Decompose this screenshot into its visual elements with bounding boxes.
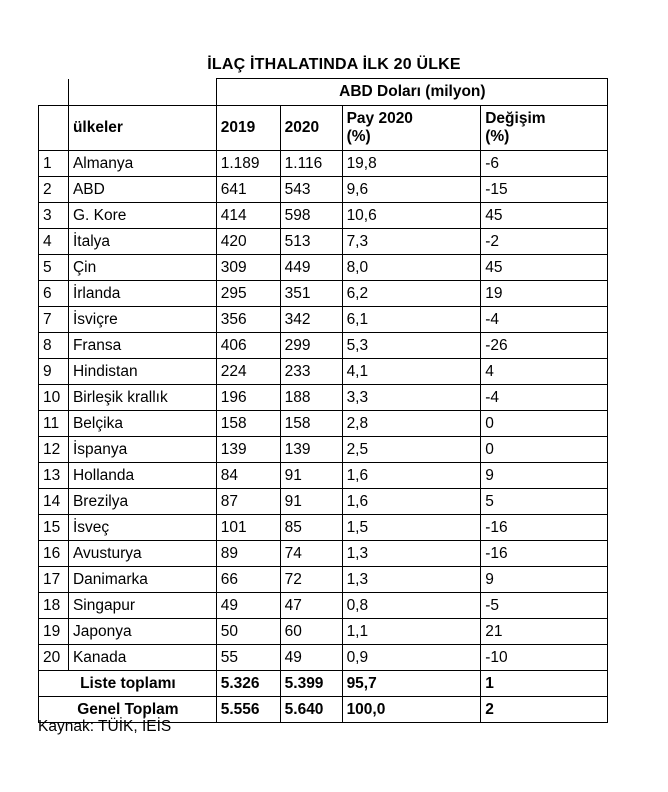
change-cell: -15: [481, 177, 608, 203]
table-row: [39, 177, 608, 203]
total-change-cell: 2: [481, 697, 608, 723]
value-2019-cell: 50: [216, 619, 280, 645]
country-cell: İsveç: [68, 515, 216, 541]
value-2020-cell: 47: [280, 593, 342, 619]
rank-cell: 17: [39, 567, 69, 593]
change-cell: -16: [481, 541, 608, 567]
rank-cell: 5: [39, 255, 69, 281]
share-cell: 19,8: [342, 151, 481, 177]
change-cell: 5: [481, 489, 608, 515]
header-2019: 2019: [216, 106, 280, 151]
country-cell: Danimarka: [68, 567, 216, 593]
country-cell: G. Kore: [68, 203, 216, 229]
value-2019-cell: 55: [216, 645, 280, 671]
rank-cell: 3: [39, 203, 69, 229]
header-2020: 2020: [280, 106, 342, 151]
change-cell: -26: [481, 333, 608, 359]
share-cell: 1,1: [342, 619, 481, 645]
rank-cell: 1: [39, 151, 69, 177]
value-2019-cell: 139: [216, 437, 280, 463]
change-cell: 0: [481, 437, 608, 463]
rank-cell: 10: [39, 385, 69, 411]
rank-cell: 15: [39, 515, 69, 541]
change-cell: -16: [481, 515, 608, 541]
header-share-line2: (%): [346, 128, 371, 145]
source-note: Kaynak: TÜİK, İEİS: [38, 718, 172, 735]
value-2019-cell: 224: [216, 359, 280, 385]
change-cell: 4: [481, 359, 608, 385]
rank-cell: 4: [39, 229, 69, 255]
country-cell: Çin: [68, 255, 216, 281]
total-label-cell: Liste toplamı: [39, 671, 217, 697]
share-cell: 2,5: [342, 437, 481, 463]
table-row: [39, 437, 608, 463]
country-cell: İrlanda: [68, 281, 216, 307]
share-cell: 7,3: [342, 229, 481, 255]
value-2019-cell: 641: [216, 177, 280, 203]
value-2020-cell: 1.116: [280, 151, 342, 177]
value-2019-cell: 356: [216, 307, 280, 333]
value-2020-cell: 49: [280, 645, 342, 671]
table-row: [39, 229, 608, 255]
share-cell: 8,0: [342, 255, 481, 281]
change-cell: 9: [481, 567, 608, 593]
country-cell: ABD: [68, 177, 216, 203]
share-cell: 1,3: [342, 567, 481, 593]
change-cell: -2: [481, 229, 608, 255]
import-table: [38, 78, 608, 723]
share-cell: 1,6: [342, 463, 481, 489]
value-2019-cell: 66: [216, 567, 280, 593]
country-cell: Singapur: [68, 593, 216, 619]
share-cell: 1,3: [342, 541, 481, 567]
share-cell: 10,6: [342, 203, 481, 229]
header-change-line1: Değişim: [485, 110, 546, 127]
rank-cell: 8: [39, 333, 69, 359]
change-cell: -10: [481, 645, 608, 671]
share-cell: 3,3: [342, 385, 481, 411]
value-2019-cell: 196: [216, 385, 280, 411]
table-row: [39, 411, 608, 437]
value-2019-cell: 87: [216, 489, 280, 515]
value-2020-cell: 299: [280, 333, 342, 359]
rank-cell: 2: [39, 177, 69, 203]
table-row: [39, 281, 608, 307]
change-cell: 19: [481, 281, 608, 307]
change-cell: 21: [481, 619, 608, 645]
total-row: [39, 671, 608, 697]
header-row-columns: [39, 106, 608, 151]
rank-cell: 6: [39, 281, 69, 307]
value-2020-cell: 74: [280, 541, 342, 567]
rank-cell: 13: [39, 463, 69, 489]
value-2020-cell: 158: [280, 411, 342, 437]
country-cell: Japonya: [68, 619, 216, 645]
share-cell: 6,1: [342, 307, 481, 333]
country-cell: İtalya: [68, 229, 216, 255]
country-cell: Hollanda: [68, 463, 216, 489]
value-2020-cell: 91: [280, 489, 342, 515]
table-row: [39, 359, 608, 385]
total-share-cell: 100,0: [342, 697, 481, 723]
header-share: [342, 106, 481, 151]
value-2019-cell: 406: [216, 333, 280, 359]
value-2020-cell: 598: [280, 203, 342, 229]
change-cell: -5: [481, 593, 608, 619]
table-title: İLAÇ İTHALATINDA İLK 20 ÜLKE: [207, 56, 461, 73]
value-2019-cell: 49: [216, 593, 280, 619]
table-row: [39, 203, 608, 229]
value-2020-cell: 139: [280, 437, 342, 463]
change-cell: 0: [481, 411, 608, 437]
country-cell: Kanada: [68, 645, 216, 671]
total-2020-cell: 5.399: [280, 671, 342, 697]
total-change-cell: 1: [481, 671, 608, 697]
country-cell: Almanya: [68, 151, 216, 177]
value-2019-cell: 1.189: [216, 151, 280, 177]
value-2019-cell: 295: [216, 281, 280, 307]
table-row: [39, 619, 608, 645]
rank-cell: 12: [39, 437, 69, 463]
value-2019-cell: 414: [216, 203, 280, 229]
country-cell: Avusturya: [68, 541, 216, 567]
country-cell: Brezilya: [68, 489, 216, 515]
share-cell: 0,8: [342, 593, 481, 619]
table-row: [39, 645, 608, 671]
table-row: [39, 593, 608, 619]
total-label-cell: Genel Toplam: [39, 697, 217, 723]
table-row: [39, 307, 608, 333]
header-country: ülkeler: [68, 106, 216, 151]
change-cell: 45: [481, 255, 608, 281]
share-cell: 4,1: [342, 359, 481, 385]
header-change-line2: (%): [485, 128, 510, 145]
value-2020-cell: 233: [280, 359, 342, 385]
change-cell: -4: [481, 307, 608, 333]
country-cell: Fransa: [68, 333, 216, 359]
rank-cell: 20: [39, 645, 69, 671]
value-2020-cell: 91: [280, 463, 342, 489]
header-rank-cell: [39, 106, 69, 151]
rank-cell: 11: [39, 411, 69, 437]
value-2020-cell: 188: [280, 385, 342, 411]
rank-cell: 19: [39, 619, 69, 645]
table-body: [39, 79, 608, 723]
value-2019-cell: 101: [216, 515, 280, 541]
table-row: [39, 567, 608, 593]
currency-group-header: ABD Doları (milyon): [216, 79, 607, 106]
change-cell: -6: [481, 151, 608, 177]
value-2020-cell: 513: [280, 229, 342, 255]
change-cell: 9: [481, 463, 608, 489]
value-2020-cell: 60: [280, 619, 342, 645]
share-cell: 5,3: [342, 333, 481, 359]
country-cell: Birleşik krallık: [68, 385, 216, 411]
total-2019-cell: 5.556: [216, 697, 280, 723]
rank-cell: 7: [39, 307, 69, 333]
header-change: [481, 106, 608, 151]
table-row: [39, 255, 608, 281]
rank-cell: 14: [39, 489, 69, 515]
table-row: [39, 151, 608, 177]
rank-cell: 9: [39, 359, 69, 385]
share-cell: 0,9: [342, 645, 481, 671]
value-2019-cell: 89: [216, 541, 280, 567]
value-2020-cell: 342: [280, 307, 342, 333]
value-2020-cell: 543: [280, 177, 342, 203]
country-cell: Belçika: [68, 411, 216, 437]
total-share-cell: 95,7: [342, 671, 481, 697]
header-row-currency: [39, 79, 608, 106]
value-2019-cell: 158: [216, 411, 280, 437]
country-cell: İspanya: [68, 437, 216, 463]
share-cell: 1,5: [342, 515, 481, 541]
table-row: [39, 515, 608, 541]
total-2020-cell: 5.640: [280, 697, 342, 723]
value-2020-cell: 449: [280, 255, 342, 281]
country-cell: Hindistan: [68, 359, 216, 385]
header-share-line1: Pay 2020: [346, 110, 413, 127]
share-cell: 6,2: [342, 281, 481, 307]
table-row: [39, 333, 608, 359]
value-2019-cell: 84: [216, 463, 280, 489]
table-row: [39, 489, 608, 515]
header-empty-cell: [39, 79, 69, 106]
table-row: [39, 385, 608, 411]
share-cell: 2,8: [342, 411, 481, 437]
share-cell: 9,6: [342, 177, 481, 203]
value-2020-cell: 85: [280, 515, 342, 541]
table-row: [39, 463, 608, 489]
table-row: [39, 541, 608, 567]
value-2020-cell: 351: [280, 281, 342, 307]
value-2020-cell: 72: [280, 567, 342, 593]
total-2019-cell: 5.326: [216, 671, 280, 697]
share-cell: 1,6: [342, 489, 481, 515]
rank-cell: 18: [39, 593, 69, 619]
value-2019-cell: 420: [216, 229, 280, 255]
value-2019-cell: 309: [216, 255, 280, 281]
change-cell: 45: [481, 203, 608, 229]
rank-cell: 16: [39, 541, 69, 567]
change-cell: -4: [481, 385, 608, 411]
header-empty-cell: [68, 79, 216, 106]
country-cell: İsviçre: [68, 307, 216, 333]
